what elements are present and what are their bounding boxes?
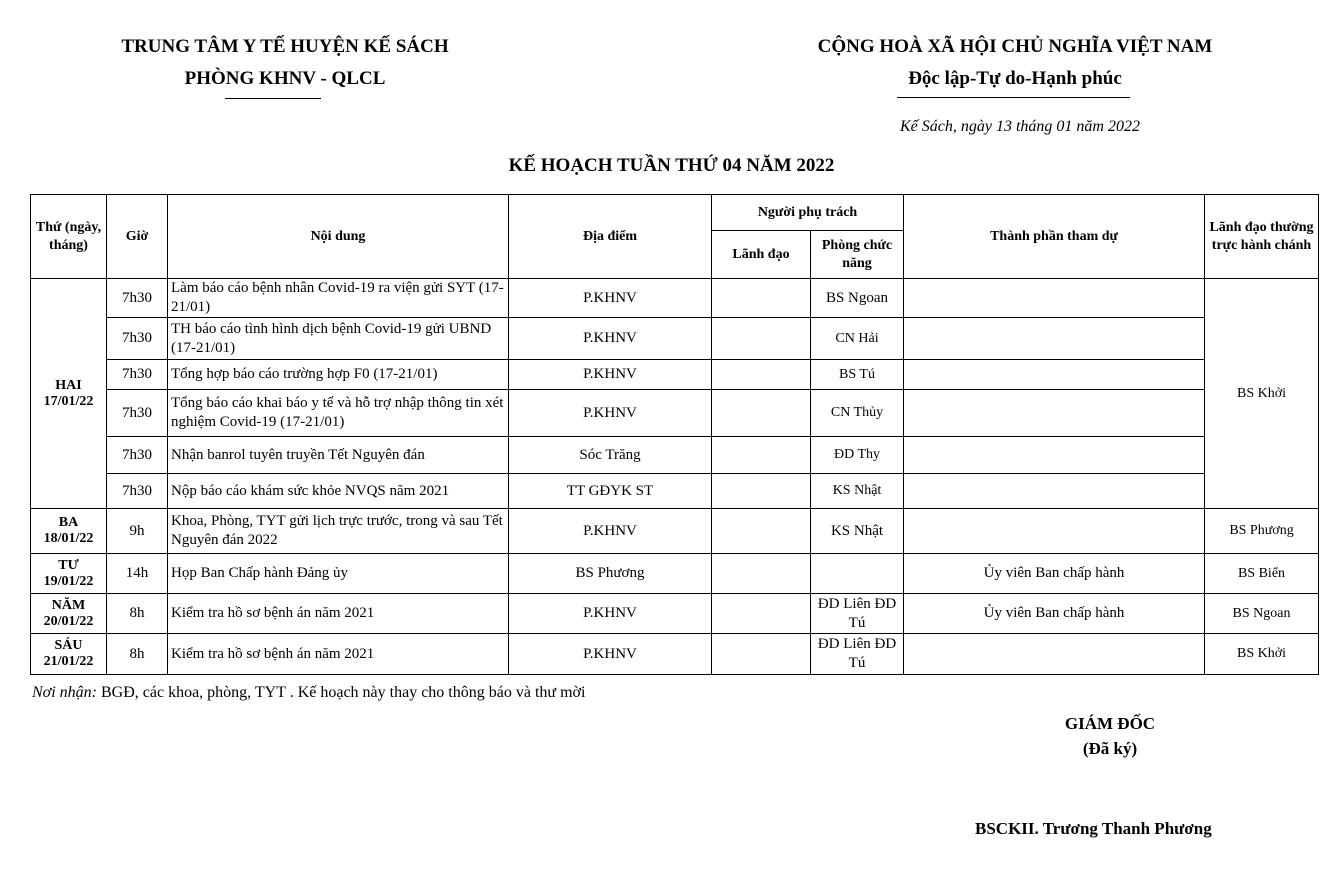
location-cell: P.KHNV <box>509 279 712 318</box>
department-cell <box>811 554 904 594</box>
day-date: 21/01/22 <box>43 654 94 669</box>
time-cell: 7h30 <box>107 360 168 390</box>
content-cell: Tổng báo cáo khai báo y tế và hỗ trợ nhập thông tin xét nghiệm Covid-19 (17-21/01) <box>168 390 509 437</box>
day-name: BA <box>58 515 79 530</box>
table-row <box>31 318 1319 360</box>
table-row <box>31 279 1319 318</box>
header-day: Thứ (ngày, tháng) <box>31 195 107 279</box>
signer-title: GIÁM ĐỐC <box>1064 714 1156 733</box>
time-cell: 7h30 <box>107 474 168 509</box>
participants-cell <box>904 318 1205 360</box>
content-cell: Nhận banrol tuyên truyền Tết Nguyên đán <box>168 437 509 474</box>
weekly-plan-table <box>30 194 1319 675</box>
leader-cell <box>712 474 811 509</box>
day-name: HAI <box>55 377 82 393</box>
leader-cell <box>712 318 811 360</box>
participants-cell: Ủy viên Ban chấp hành <box>904 554 1205 594</box>
day-cell <box>31 594 107 634</box>
country-name: CỘNG HOÀ XÃ HỘI CHỦ NGHĨA VIỆT NAM <box>817 36 1213 57</box>
content-cell: Khoa, Phòng, TYT gửi lịch trực trước, trong và sau Tết Nguyên đán 2022 <box>168 509 509 554</box>
day-name: NĂM <box>51 597 86 613</box>
content-cell: Tổng hợp báo cáo trường hợp F0 (17-21/01) <box>168 360 509 390</box>
location-cell: TT GĐYK ST <box>509 474 712 509</box>
time-cell: 7h30 <box>107 390 168 437</box>
day-date: 19/01/22 <box>43 573 94 589</box>
table-row <box>31 594 1319 634</box>
location-cell: Sóc Trăng <box>509 437 712 474</box>
department-cell: CN Hải <box>811 318 904 360</box>
time-cell: 7h30 <box>107 437 168 474</box>
content-cell: Kiểm tra hồ sơ bệnh án năm 2021 <box>168 634 509 675</box>
content-cell: Nộp báo cáo khám sức khỏe NVQS năm 2021 <box>168 474 509 509</box>
department-cell: BS Ngoan <box>811 279 904 318</box>
place-date: Kế Sách, ngày 13 tháng 01 năm 2022 <box>900 118 1140 135</box>
admin-leader-cell: BS Khởi <box>1205 279 1319 509</box>
leader-cell <box>712 634 811 675</box>
plan-title: KẾ HOẠCH TUẦN THỨ 04 NĂM 2022 <box>508 155 835 176</box>
day-date: 20/01/22 <box>43 613 94 629</box>
time-cell: 9h <box>107 509 168 554</box>
table-row <box>31 474 1319 509</box>
header-department: Phòng chức năng <box>811 231 904 279</box>
participants-cell <box>904 634 1205 675</box>
location-cell: BS Phương <box>509 554 712 594</box>
day-cell <box>31 634 107 675</box>
org-name: TRUNG TÂM Y TẾ HUYỆN KẾ SÁCH <box>121 36 449 57</box>
header-leader: Lãnh đạo <box>712 231 811 279</box>
signed-note: (Đã ký) <box>1082 739 1138 758</box>
table-row <box>31 360 1319 390</box>
day-name: SÁU <box>54 638 83 653</box>
signer-name: BSCKII. Trương Thanh Phương <box>975 819 1212 838</box>
content-cell: Làm báo cáo bệnh nhân Covid-19 ra viện gửi SYT (17-21/01) <box>168 279 509 318</box>
location-cell: P.KHNV <box>509 390 712 437</box>
leader-cell <box>712 360 811 390</box>
admin-leader-cell: BS Biển <box>1205 554 1319 594</box>
table-row <box>31 554 1319 594</box>
location-cell: P.KHNV <box>509 509 712 554</box>
day-cell <box>31 279 107 509</box>
time-cell: 7h30 <box>107 279 168 318</box>
participants-cell <box>904 474 1205 509</box>
participants-cell <box>904 437 1205 474</box>
department-name: PHÒNG KHNV - QLCL <box>184 68 386 89</box>
department-cell: ĐD Thy <box>811 437 904 474</box>
participants-cell <box>904 509 1205 554</box>
table-row <box>31 509 1319 554</box>
leader-cell <box>712 437 811 474</box>
recipients-line <box>32 684 585 702</box>
department-cell: KS Nhật <box>811 509 904 554</box>
table-row <box>31 634 1319 675</box>
leader-cell <box>712 390 811 437</box>
participants-cell <box>904 279 1205 318</box>
content-cell: TH báo cáo tình hình dịch bệnh Covid-19 gửi UBND (17-21/01) <box>168 318 509 360</box>
admin-leader-cell: BS Khởi <box>1205 634 1319 675</box>
location-cell: P.KHNV <box>509 594 712 634</box>
header-row <box>31 195 1319 231</box>
time-cell: 14h <box>107 554 168 594</box>
org-underline <box>225 98 321 99</box>
participants-cell <box>904 360 1205 390</box>
recipients-label: Nơi nhận: <box>32 684 97 701</box>
table-row <box>31 390 1319 437</box>
header-admin-leader: Lãnh đạo thường trực hành chánh <box>1205 195 1319 279</box>
day-cell <box>31 554 107 594</box>
motto-underline <box>897 97 1130 98</box>
recipients-text: BGĐ, các khoa, phòng, TYT . Kế hoạch này thay cho thông báo và thư mời <box>96 684 586 701</box>
header-participants: Thành phần tham dự <box>904 195 1205 279</box>
header-location: Địa điểm <box>509 195 712 279</box>
department-cell: CN Thủy <box>811 390 904 437</box>
participants-cell <box>904 390 1205 437</box>
time-cell: 7h30 <box>107 318 168 360</box>
time-cell: 8h <box>107 594 168 634</box>
location-cell: P.KHNV <box>509 634 712 675</box>
day-date: 17/01/22 <box>43 393 94 409</box>
leader-cell <box>712 509 811 554</box>
header-time: Giờ <box>107 195 168 279</box>
table-row <box>31 437 1319 474</box>
content-cell: Họp Ban Chấp hành Đảng ủy <box>168 554 509 594</box>
department-cell: KS Nhật <box>811 474 904 509</box>
participants-cell: Ủy viên Ban chấp hành <box>904 594 1205 634</box>
header-responsible: Người phụ trách <box>712 195 904 231</box>
day-name: TƯ <box>58 557 79 573</box>
department-cell: ĐD Liên ĐD Tú <box>811 594 904 634</box>
content-cell: Kiểm tra hồ sơ bệnh án năm 2021 <box>168 594 509 634</box>
admin-leader-cell: BS Phương <box>1205 509 1319 554</box>
header-content: Nội dung <box>168 195 509 279</box>
admin-leader-cell: BS Ngoan <box>1205 594 1319 634</box>
location-cell: P.KHNV <box>509 318 712 360</box>
department-cell: ĐD Liên ĐD Tú <box>811 634 904 675</box>
leader-cell <box>712 279 811 318</box>
leader-cell <box>712 554 811 594</box>
day-date: 18/01/22 <box>43 531 94 546</box>
leader-cell <box>712 594 811 634</box>
department-cell: BS Tú <box>811 360 904 390</box>
day-cell <box>31 509 107 554</box>
time-cell: 8h <box>107 634 168 675</box>
location-cell: P.KHNV <box>509 360 712 390</box>
motto: Độc lập-Tự do-Hạnh phúc <box>908 68 1122 89</box>
